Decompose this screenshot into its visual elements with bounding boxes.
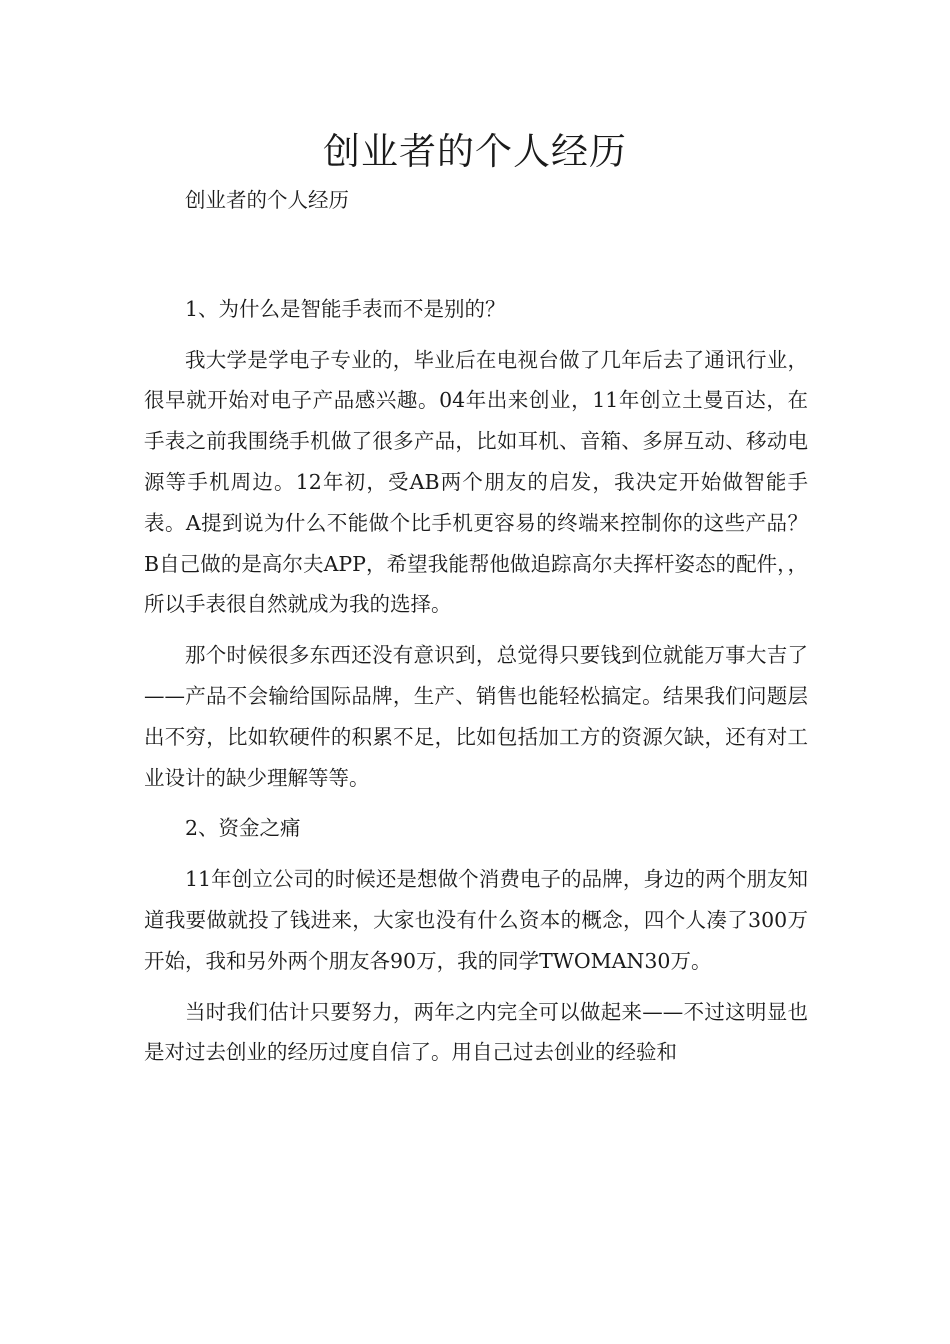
paragraph: 11年创立公司的时候还是想做个消费电子的品牌，身边的两个朋友知道我要做就投了钱进来，大家也没有什么资本的概念，四个人凑了300万开始，我和另外两个朋友各90万，我的同学TWOMAN30万。	[144, 867, 808, 973]
paragraph-section-2-heading: 2、资金之痛	[185, 816, 301, 841]
paragraph: 那个时候很多东西还没有意识到，总觉得只要钱到位就能万事大吉了——产品不会输给国际品牌，生产、销售也能轻松搞定。结果我们问题层出不穷，比如软硬件的积累不足，比如包括加工方的资源欠缺，还有对工业设计的缺少理解等等。	[144, 643, 808, 790]
paragraph: 我大学是学电子专业的，毕业后在电视台做了几年后去了通讯行业，很早就开始对电子产品感兴趣。04年出来创业，11年创立土曼百达，在手表之前我围绕手机做了很多产品，比如耳机、音箱、多屏互动、移动电源等手机周边。12年初，受AB两个朋友的启发，我决定开始做智能手表。A提到说为什么不能做个比手机更容易的终端来控制你的这些产品？B自己做的是高尔夫APP，希望我能帮他做追踪高尔夫挥杆姿态的配件，，所以手表很自然就成为我的选择。	[144, 347, 808, 617]
document-title: 创业者的个人经历	[323, 130, 627, 173]
paragraph: 当时我们估计只要努力，两年之内完全可以做起来——不过这明显也是对过去创业的经历过度自信了。用自己过去创业的经验和	[144, 999, 808, 1065]
document-subtitle: 创业者的个人经历	[185, 188, 349, 212]
paragraph-section-1-heading: 1、为什么是智能手表而不是别的？	[185, 296, 506, 321]
document-body	[144, 180, 808, 1073]
